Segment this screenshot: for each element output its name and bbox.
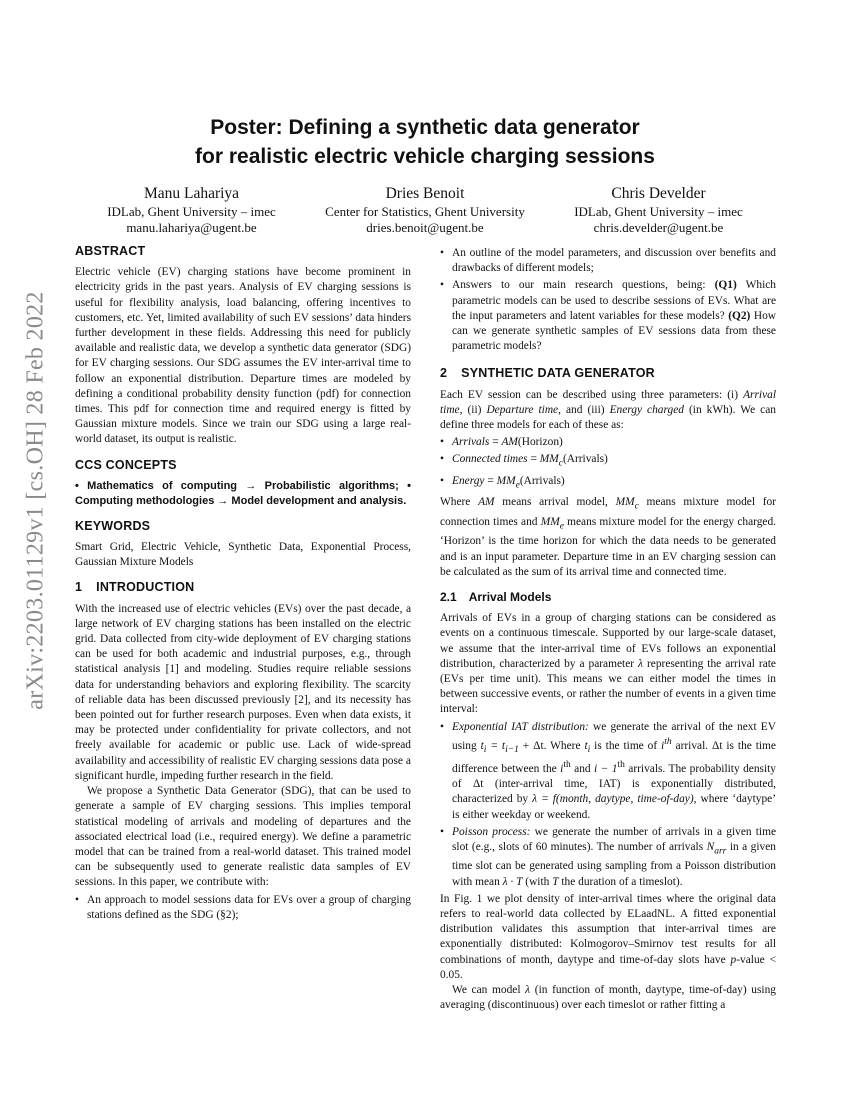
abstract-heading: ABSTRACT — [75, 244, 146, 258]
text-run: Poisson process: — [452, 825, 531, 838]
section-title: SYNTHETIC DATA GENERATOR — [461, 366, 655, 381]
text-run: MM — [496, 474, 516, 487]
text-run: (in function of month, daytype, time-of-day) using averaging (discontinuous) over each timeslot or rather fitting a — [440, 984, 776, 1012]
text-run: we generate the arrival of the next EV using — [452, 720, 776, 752]
text-run: AM — [478, 496, 495, 509]
sdg-section — [440, 366, 776, 580]
text-run: MM — [539, 453, 559, 466]
left-column — [75, 244, 411, 933]
text-run: e — [559, 521, 564, 532]
text-run: T — [552, 875, 559, 888]
text-run: i−1 — [505, 744, 519, 755]
text-run: th — [563, 760, 571, 771]
text-run: and — [570, 762, 595, 775]
model-list — [440, 435, 776, 493]
text-run: t — [584, 739, 588, 752]
text-run: we generate the number of arrivals in a given time slot (e.g., slots of 60 minutes). The number of arrivals — [452, 825, 776, 853]
q2-label: (Q2) — [728, 309, 751, 322]
intro-paragraph-2: We propose a Synthetic Data Generator (SDG), that can be used to generate a sample of EV charging sessions. This implies temporal statistical modeling of arrivals and modeling of departures and the associated electrical load (i.e., required energy). We define a parametric model that can be trained from a real-world dataset. This trained model can be subsequently used to generate realistic data samples of EV sessions. In this paper, we contribute with: — [75, 785, 411, 889]
text-run: i — [587, 744, 591, 755]
text-run: (Arrivals) — [562, 453, 608, 466]
list-item — [452, 825, 776, 890]
text-run: Arrivals — [452, 436, 490, 449]
section-number: 2.1 — [440, 589, 457, 604]
section-number: 2 — [440, 366, 448, 381]
text-run: N — [706, 840, 715, 853]
abstract-section — [75, 244, 411, 448]
arrival-model-list — [440, 720, 776, 890]
author-email: dries.benoit@ugent.be — [366, 220, 484, 235]
arrival-paragraph-3 — [440, 983, 776, 1013]
text-run: . Where — [543, 739, 585, 752]
text-run: (Arrivals) — [519, 474, 565, 487]
list-item: • Arrivals = AM(Horizon) — [452, 435, 776, 450]
text-run: , and (iii) — [558, 403, 610, 416]
author-affiliation: IDLab, Ghent University – imec — [107, 204, 276, 219]
text-run: AM — [501, 436, 518, 449]
list-item: • Connected times = $MM_c(Arrivals)$ — [452, 452, 776, 471]
text-run: λ · T — [502, 875, 523, 888]
text-run: (with — [522, 875, 553, 888]
text-run: Energy — [452, 474, 485, 487]
text-run: Energy charged — [609, 403, 684, 416]
arrival-models-heading — [440, 590, 776, 605]
text-run: c — [634, 501, 639, 512]
sdg-heading — [440, 366, 776, 381]
text-run: e — [515, 480, 520, 491]
introduction-heading — [75, 580, 411, 595]
author-block — [75, 184, 775, 236]
section-number: 1 — [75, 580, 83, 595]
list-item — [452, 720, 776, 823]
text-run: MM — [615, 496, 635, 509]
text-run: arrivals. The probability density of Δt (inter-arrival time, IAT) is exponentially distributed, characterized by — [452, 762, 776, 806]
paper-title — [75, 113, 775, 171]
contribution-list — [75, 893, 411, 923]
text-run: t — [480, 739, 484, 752]
text-run: Arrivals of EVs in a group of charging stations can be considered as events on a continuous timescale. Supported by our large-scale dataset, we assume that the inter-arrival time of EVs follows an exponential distribution, characterized by a parameter — [440, 612, 776, 670]
author-email: chris.develder@ugent.be — [593, 220, 724, 235]
text-run: (Horizon) — [517, 436, 563, 449]
arrival-paragraph-2 — [440, 892, 776, 983]
text-run: λ = f(month, daytype, time-of-day) — [532, 793, 694, 806]
section-title: INTRODUCTION — [96, 580, 195, 595]
ccs-text: • Mathematics of computing → Probabilistic algorithms; • Computing methodologies → Model development and analysis. — [75, 479, 411, 507]
text-run: -value < 0.05. — [440, 953, 776, 981]
author-name: Chris Develder — [611, 185, 706, 202]
q1-label: (Q1) — [714, 279, 737, 292]
section-title: Arrival Models — [468, 589, 552, 604]
text-run: How can we generate synthetic samples of EV sessions data from these parametric models? — [452, 309, 776, 353]
text-run: c — [558, 458, 563, 469]
list-item: • An outline of the model parameters, and discussion over benefits and drawbacks of different models; — [452, 246, 776, 276]
title-line-2: for realistic electric vehicle charging sessions — [195, 145, 655, 168]
text-run: the duration of a timeslot). — [558, 875, 683, 888]
intro-paragraph-1: With the increased use of electric vehicles (EVs) over the past decade, a large network of EV charging stations has been installed on the electric grid. Data collected from city-wide deployment of EV charging stations can be used for both academic and industrial purposes, e.g., through statistical analysis [1] and modeling. Studies require reliable sessions data for understanding behaviors and exploring flexibility. The scarcity of reliable data has been discussed previously [2], and its necessity has been pointed out for further research purposes. Even when data exists, it may be protected under confidentiality for private collectors, and not freely available for academic or public use. Lack of wide-spread availability and accessibility of realistic EV charging sessions data pose a significant hurdle, impeding further research in the field. — [75, 602, 411, 782]
text-run: Departure time — [486, 403, 559, 416]
ccs-section — [75, 458, 411, 509]
contribution-list-continued — [440, 246, 776, 354]
text-run: means arrival model, — [494, 496, 616, 509]
text-run: Exponential IAT distribution: — [452, 720, 589, 733]
abstract-text: Electric vehicle (EV) charging stations have become prominent in electricity grids in the past years. Analysis of EV charging sessions is useful for flexibility analysis, load balancing, offering incentives to customers, etc. Yet, limited availability of such EV sessions’ data hinders further development in these fields. Addressing this need for publicly available and realistic data, we develop a synthetic data generator (SDG) for EV charging sessions. Our SDG assumes the EV inter-arrival time to follow an exponential distribution. Departure times are modeled by defining a conditional probability density function (pdf) for connection times. This pdf for connection time and required energy is fitted by Gaussian mixture models. Since we train our SDG using a large real-world dataset, its output is realistic. — [75, 266, 411, 446]
author-name: Manu Lahariya — [143, 185, 240, 202]
keywords-text: Smart Grid, Electric Vehicle, Synthetic Data, Exponential Process, Gaussian Mixture Models — [75, 541, 411, 569]
author-3 — [542, 184, 775, 236]
text-run: , where ‘daytype’ is either weekday or weekend. — [452, 793, 777, 821]
author-affiliation: Center for Statistics, Ghent University — [325, 204, 525, 219]
introduction-section — [75, 580, 411, 922]
text-run: , (ii) — [459, 403, 487, 416]
list-item: • An approach to model sessions data for EVs over a group of charging stations defined as the SDG (§2); — [87, 893, 411, 923]
ccs-heading: CCS CONCEPTS — [75, 457, 177, 472]
text-run: = t — [486, 739, 506, 752]
sdg-paragraph-1 — [440, 388, 776, 434]
text-run: i — [560, 762, 564, 775]
arxiv-stamp — [10, 290, 62, 710]
text-run: representing the arrival rate (EVs per time unit). This means we can either model the times in between successive events, or rather the number of events in a given time interval: — [440, 657, 776, 716]
author-2 — [309, 184, 542, 236]
text-run: i — [483, 744, 487, 755]
right-column — [440, 246, 776, 1023]
text-run: arr — [714, 846, 727, 857]
text-run: λ — [638, 657, 643, 670]
arrival-paragraph-1 — [440, 611, 776, 717]
author-affiliation: IDLab, Ghent University – imec — [574, 204, 743, 219]
text-run: We can model — [452, 984, 526, 997]
text-run: means mixture model for the energy charged. ‘Horizon’ is the time horizon for which the data needs to be generated and is an input parameter. Departure time in an EV charging session can be calculated as the sum of its arrival time and connected time. — [440, 515, 777, 578]
text-run: MM — [540, 515, 560, 528]
text-run: λ — [525, 984, 531, 997]
text-run: th — [664, 736, 672, 747]
text-run: Where — [440, 496, 479, 509]
list-item — [452, 278, 776, 354]
text-run: arrival. Δt is the time difference between the — [452, 739, 776, 775]
text-run: + Δt — [518, 739, 544, 752]
author-1 — [75, 184, 308, 236]
sdg-paragraph-2 — [440, 495, 776, 580]
list-item: • Energy = $MM_e(Arrivals)$ — [452, 474, 776, 493]
title-line-1: Poster: Defining a synthetic data generator — [210, 116, 640, 139]
author-email: manu.lahariya@ugent.be — [126, 220, 257, 235]
text-run: p — [730, 953, 737, 966]
text-run: is the time of — [590, 739, 662, 752]
text-run: i − 1 — [594, 762, 618, 775]
text-run: in a given time slot can be generated using sampling from a Poisson distribution with mean — [452, 840, 776, 888]
text-run: th — [617, 760, 625, 771]
arrival-models-section — [440, 590, 776, 1013]
arxiv-stamp-text: arXiv:2203.01129v1 [cs.OH] 28 Feb 2022 — [22, 290, 49, 710]
text-run: Connected times — [452, 453, 528, 466]
text-run: means mixture model for connection times and — [440, 496, 777, 528]
text-run: i — [661, 739, 665, 752]
text-run: Answers to our main research questions, being: — [452, 279, 715, 292]
author-name: Dries Benoit — [385, 185, 465, 202]
text-run: In Fig. 1 we plot density of inter-arrival times where the original data refers to real-world data collected by ELaadNL. A fitted exponential distribution validates this assumption that inter-arrival times are exponentially distributed: Kolmogorov–Smirnov test results for all combinations of month, daytype and time-of-day slots have — [440, 892, 776, 966]
keywords-section — [75, 519, 411, 571]
keywords-heading: KEYWORDS — [75, 518, 151, 533]
text-run: Each EV session can be described using three parameters: (i) — [440, 388, 744, 401]
text-run: Which parametric models can be used to describe sessions of EVs. What are the input parameters and latent variables for these models? — [452, 279, 776, 322]
text-run: (in kWh). We can define three models for each of these as: — [440, 403, 776, 432]
text-run: Arrival time — [440, 388, 776, 416]
